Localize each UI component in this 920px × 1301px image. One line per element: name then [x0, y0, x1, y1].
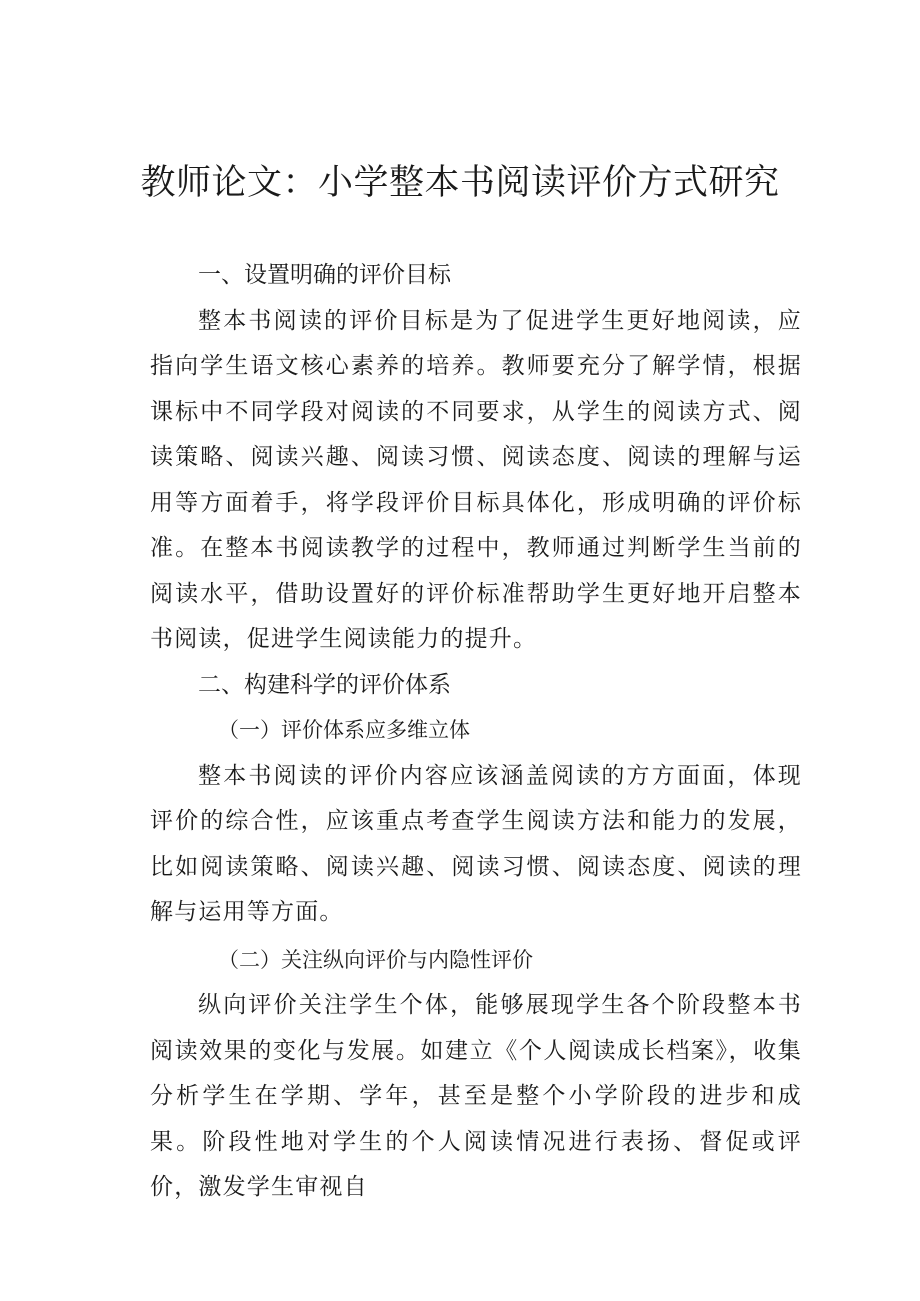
- subsection-heading-2: （二）关注纵向评价与内隐性评价: [218, 947, 533, 972]
- section-heading-1: 一、设置明确的评价目标: [198, 262, 451, 288]
- document-title: 教师论文：小学整本书阅读评价方式研究: [140, 163, 780, 203]
- subsection-2-paragraph: 纵向评价关注学生个体，能够展现学生各个阶段整本书阅读效果的变化与发展。如建立《个人阅读成长档案》，收集分析学生在学期、学年，甚至是整个小学阶段的进步和成果。阶段性地对学生的个人阅读情况进行表扬、督促或评价，激发学生审视自: [150, 992, 802, 1200]
- section-heading-2: 二、构建科学的评价体系: [198, 671, 451, 698]
- subsection-heading-1: （一）评价体系应多维立体: [218, 718, 470, 742]
- document-body: [150, 253, 802, 1211]
- section-1-paragraph: 整本书阅读的评价目标是为了促进学生更好地阅读，应指向学生语文核心素养的培养。教师要充分了解学情，根据课标中不同学段对阅读的不同要求，从学生的阅读方式、阅读策略、阅读兴趣、阅读习惯、阅读态度、阅读的理解与运用等方面着手，将学段评价目标具体化，形成明确的评价标准。在整本书阅读教学的过程中，教师通过判断学生当前的阅读水平，借助设置好的评价标准帮助学生更好地开启整本书阅读，促进学生阅读能力的提升。: [150, 307, 802, 652]
- subsection-1-paragraph: 整本书阅读的评价内容应该涵盖阅读的方方面面，体现评价的综合性，应该重点考查学生阅读方法和能力的发展，比如阅读策略、阅读兴趣、阅读习惯、阅读态度、阅读的理解与运用等方面。: [150, 762, 802, 925]
